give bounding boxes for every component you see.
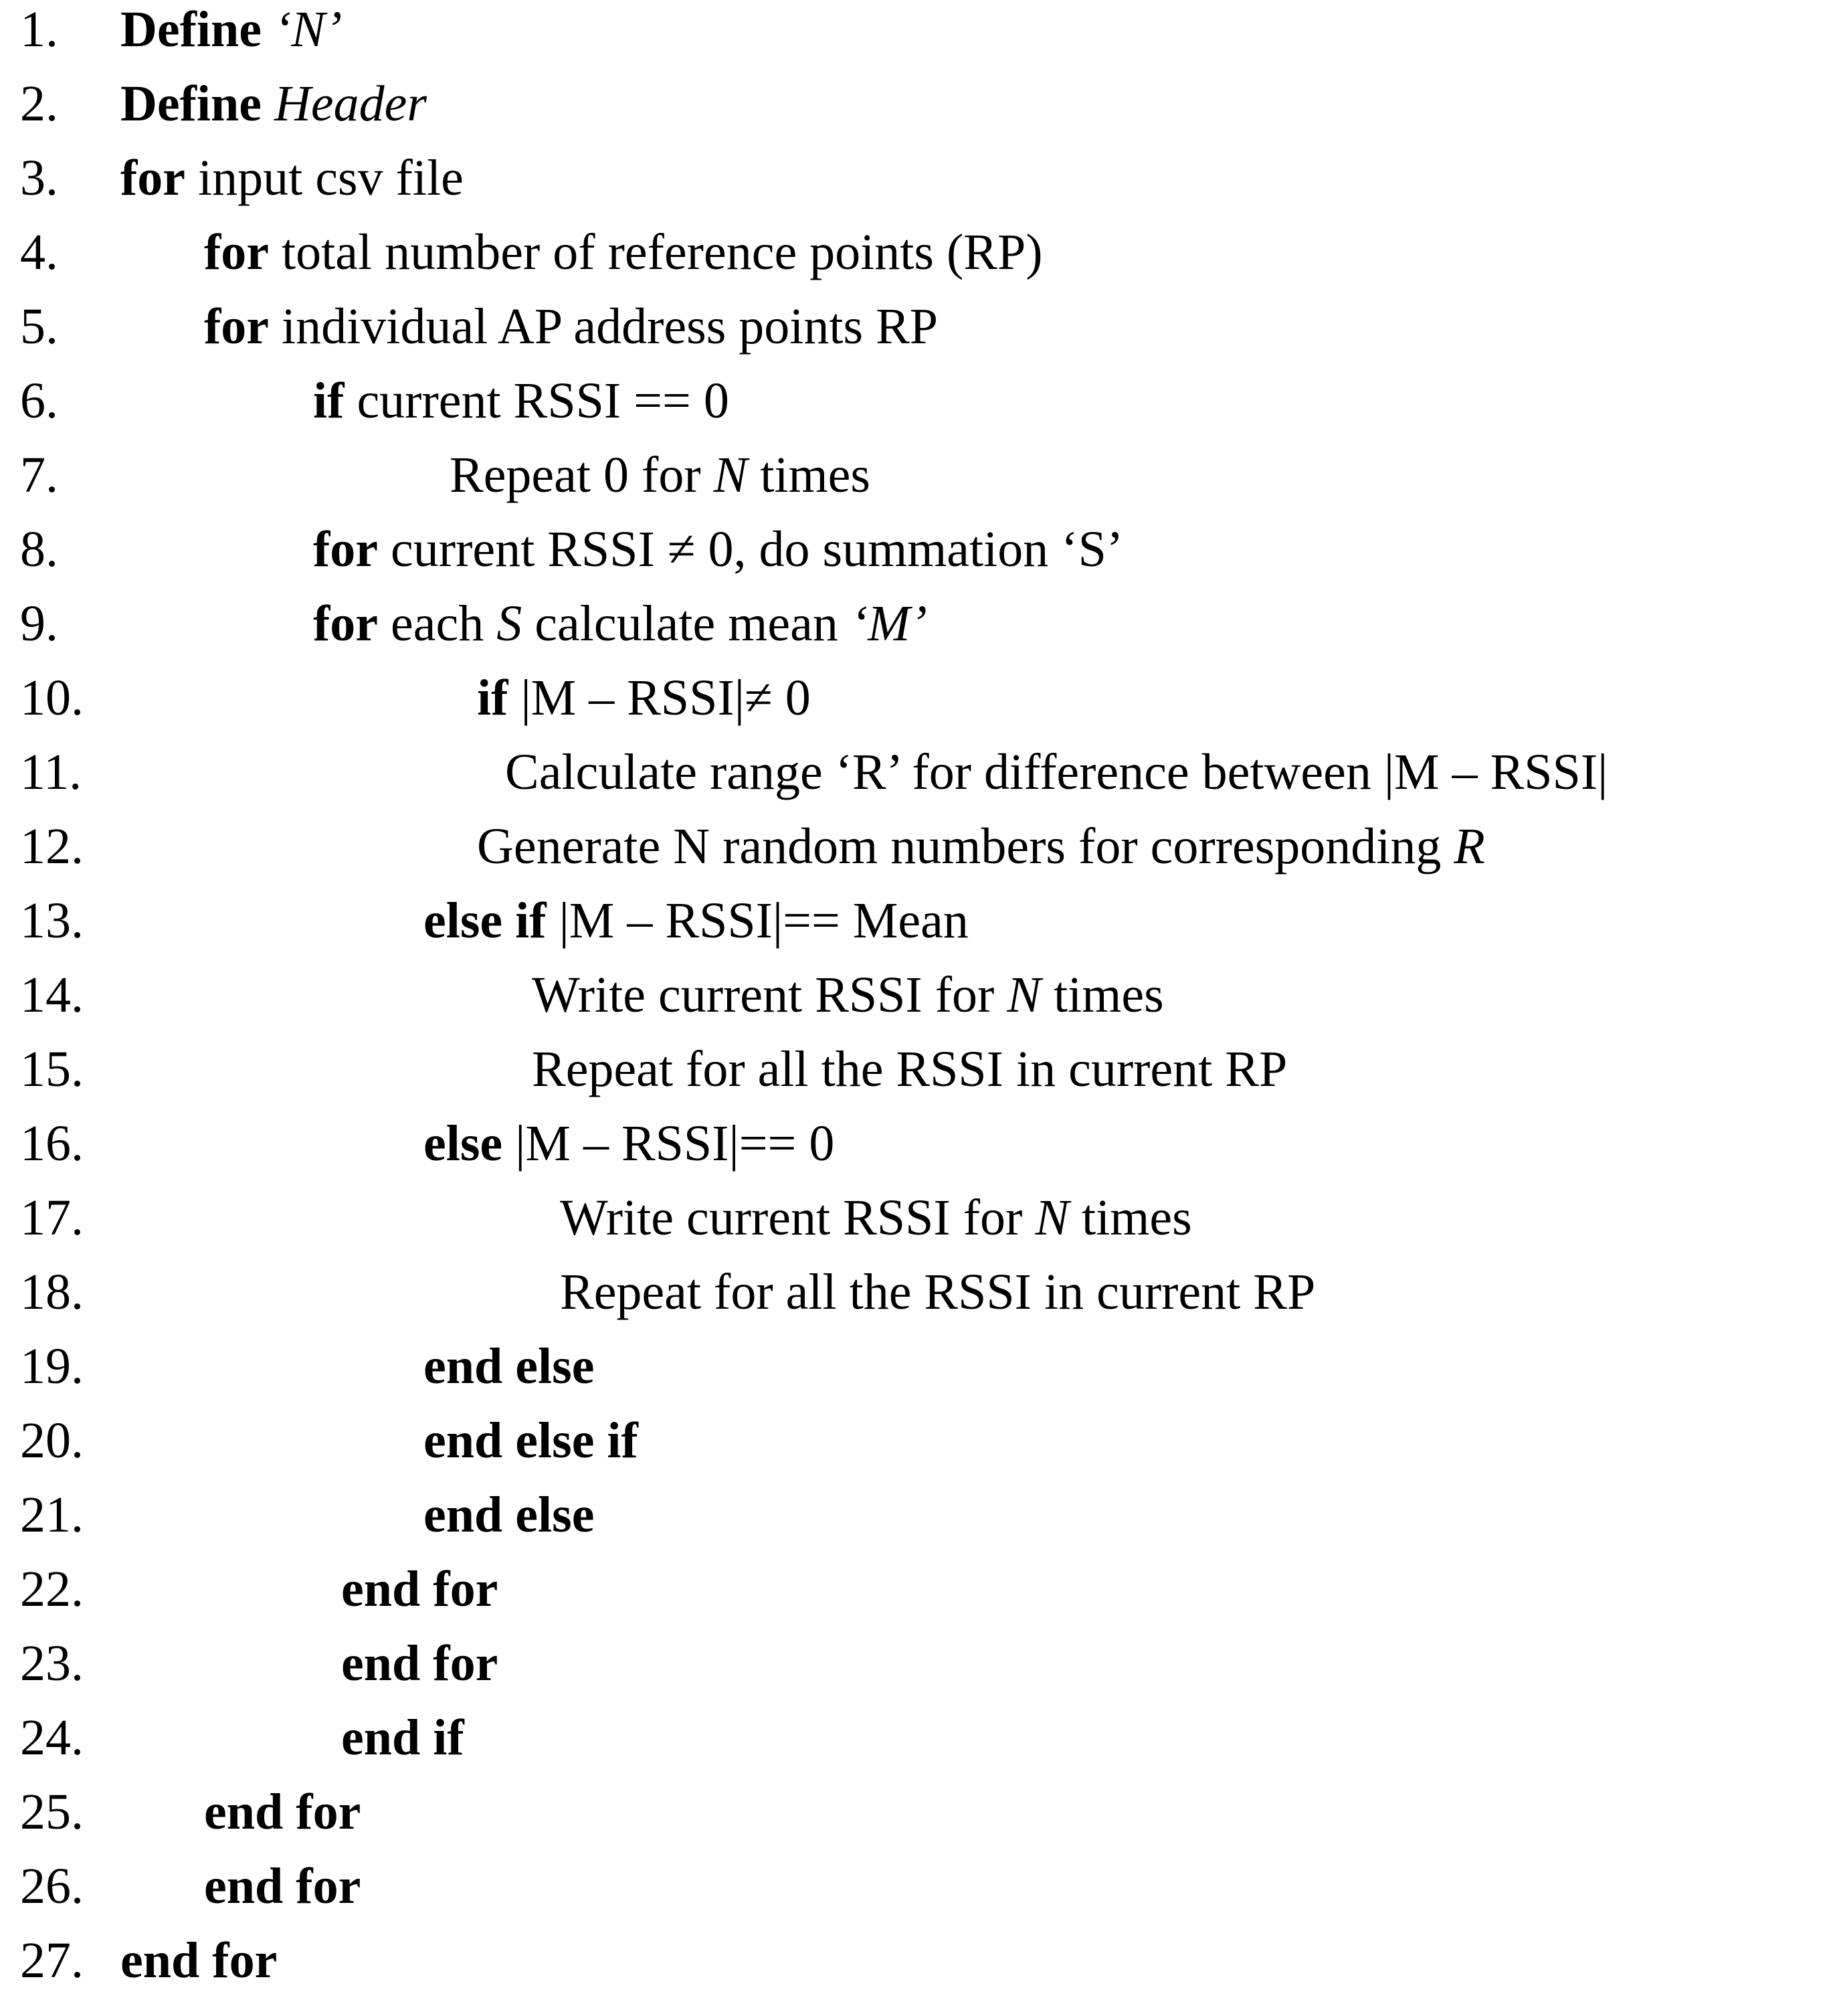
line-text-tail: times <box>1054 967 1164 1023</box>
algorithm-line <box>0 1255 1841 1330</box>
italic-term-2: ‘M’ <box>850 595 927 652</box>
line-code <box>120 66 427 141</box>
line-code <box>560 1180 1192 1255</box>
line-text: Calculate range ‘R’ for difference between |M – RSSI| <box>505 744 1608 800</box>
algorithm-line <box>0 1106 1841 1181</box>
algorithm-line <box>0 586 1841 661</box>
keyword: for <box>120 150 186 206</box>
algorithm-line <box>0 1923 1841 1998</box>
line-text: Repeat 0 for <box>450 447 701 503</box>
line-code <box>341 1626 498 1701</box>
line-number: 2. <box>20 76 58 132</box>
line-code <box>313 586 927 661</box>
line-code <box>120 141 464 215</box>
algorithm-line <box>0 215 1841 290</box>
keyword: for <box>313 595 379 652</box>
keyword: else <box>423 1115 503 1172</box>
keyword: end else <box>423 1487 595 1543</box>
line-code <box>423 1403 638 1478</box>
line-text: current RSSI == 0 <box>357 373 729 429</box>
line-text: Write current RSSI for <box>532 967 995 1023</box>
line-number: 20. <box>20 1412 84 1469</box>
line-number: 10. <box>20 670 84 726</box>
line-code <box>423 1477 594 1552</box>
line-code <box>341 1700 464 1775</box>
algorithm-line <box>0 438 1841 513</box>
keyword: for <box>313 521 379 577</box>
line-code <box>313 512 1123 587</box>
keyword: if <box>477 670 508 726</box>
line-text: Repeat for all the RSSI in current RP <box>560 1264 1316 1320</box>
line-number: 24. <box>20 1710 84 1766</box>
algorithm-line <box>0 289 1841 364</box>
algorithm-line <box>0 512 1841 587</box>
algorithm-line <box>0 957 1841 1032</box>
keyword: for <box>204 298 270 355</box>
line-code <box>204 1774 361 1849</box>
line-text-tail: times <box>1082 1190 1192 1246</box>
algorithm-line <box>0 363 1841 438</box>
line-number: 13. <box>20 893 84 949</box>
italic-term: S <box>496 595 522 652</box>
keyword: end for <box>341 1561 498 1617</box>
line-code <box>477 809 1485 884</box>
line-number: 18. <box>20 1264 84 1320</box>
algorithm-line <box>0 1626 1841 1701</box>
line-text: Write current RSSI for <box>560 1190 1023 1246</box>
line-number: 19. <box>20 1338 84 1394</box>
algorithm-line <box>0 0 1841 67</box>
line-text: input csv file <box>198 150 464 206</box>
keyword: end for <box>341 1635 498 1691</box>
line-number: 8. <box>20 521 58 577</box>
line-number: 17. <box>20 1190 84 1246</box>
line-number: 7. <box>20 447 58 503</box>
line-text: individual AP address points RP <box>282 298 939 355</box>
keyword: Define <box>120 1 262 58</box>
algorithm-line <box>0 141 1841 215</box>
algorithm-line <box>0 1552 1841 1627</box>
line-code <box>532 957 1164 1032</box>
line-text: each <box>391 595 484 652</box>
algorithm-line <box>0 660 1841 735</box>
algorithm-line <box>0 1700 1841 1775</box>
italic-term: N <box>1007 967 1042 1023</box>
line-number: 9. <box>20 595 58 652</box>
algorithm-line <box>0 66 1841 141</box>
line-text: |M – RSSI|== 0 <box>515 1115 835 1172</box>
line-code <box>423 1329 594 1404</box>
line-text-tail: calculate mean <box>535 595 838 652</box>
italic-term: N <box>1035 1190 1070 1246</box>
algorithm-line <box>0 1849 1841 1924</box>
line-code <box>532 1032 1287 1107</box>
line-number: 6. <box>20 373 58 429</box>
line-code <box>204 1849 361 1924</box>
keyword: if <box>313 373 345 429</box>
algorithm-line <box>0 1477 1841 1552</box>
algorithm-line <box>0 1774 1841 1849</box>
line-number: 26. <box>20 1858 84 1914</box>
line-text-tail: times <box>760 447 870 503</box>
line-number: 11. <box>20 744 82 800</box>
keyword: end for <box>204 1858 361 1914</box>
keyword: else if <box>423 893 547 949</box>
algorithm-line <box>0 1403 1841 1478</box>
line-text: Repeat for all the RSSI in current RP <box>532 1041 1288 1097</box>
keyword: end else if <box>423 1412 638 1469</box>
algorithm-line <box>0 809 1841 884</box>
line-text: |M – RSSI|== Mean <box>559 893 969 949</box>
line-text: |M – RSSI|≠ 0 <box>520 670 811 726</box>
line-number: 14. <box>20 967 84 1023</box>
algorithm-line <box>0 1180 1841 1255</box>
keyword: end for <box>204 1784 361 1840</box>
line-code <box>505 735 1608 810</box>
line-code <box>313 363 729 438</box>
line-number: 21. <box>20 1487 84 1543</box>
italic-term: Header <box>274 76 427 132</box>
line-text: current RSSI ≠ 0, do summation ‘S’ <box>391 521 1124 577</box>
line-number: 23. <box>20 1635 84 1691</box>
italic-term: N <box>713 447 748 503</box>
line-code <box>450 438 870 513</box>
line-number: 15. <box>20 1041 84 1097</box>
algorithm-line <box>0 735 1841 810</box>
keyword: end if <box>341 1710 464 1766</box>
line-code <box>560 1255 1315 1330</box>
line-number: 12. <box>20 818 84 875</box>
algorithm-line <box>0 883 1841 958</box>
line-code <box>204 215 1043 290</box>
keyword: end else <box>423 1338 595 1394</box>
line-number: 1. <box>20 1 58 58</box>
line-code <box>120 1923 277 1998</box>
line-number: 4. <box>20 224 58 280</box>
line-number: 22. <box>20 1561 84 1617</box>
line-code <box>423 883 969 958</box>
line-text: Generate N random numbers for corresponding <box>477 818 1442 875</box>
line-text: total number of reference points (RP) <box>282 224 1043 280</box>
line-code <box>120 0 342 67</box>
line-number: 25. <box>20 1784 84 1840</box>
italic-term: ‘N’ <box>274 1 343 58</box>
line-number: 27. <box>20 1932 84 1989</box>
algorithm-line <box>0 1329 1841 1404</box>
line-number: 16. <box>20 1115 84 1172</box>
line-code <box>477 660 811 735</box>
keyword: end for <box>120 1932 278 1989</box>
line-number: 5. <box>20 298 58 355</box>
line-code <box>341 1552 498 1627</box>
algorithm-line <box>0 1032 1841 1107</box>
line-number: 3. <box>20 150 58 206</box>
italic-term: R <box>1454 818 1485 875</box>
line-code <box>204 289 938 364</box>
keyword: for <box>204 224 270 280</box>
keyword: Define <box>120 76 262 132</box>
line-code <box>423 1106 834 1181</box>
